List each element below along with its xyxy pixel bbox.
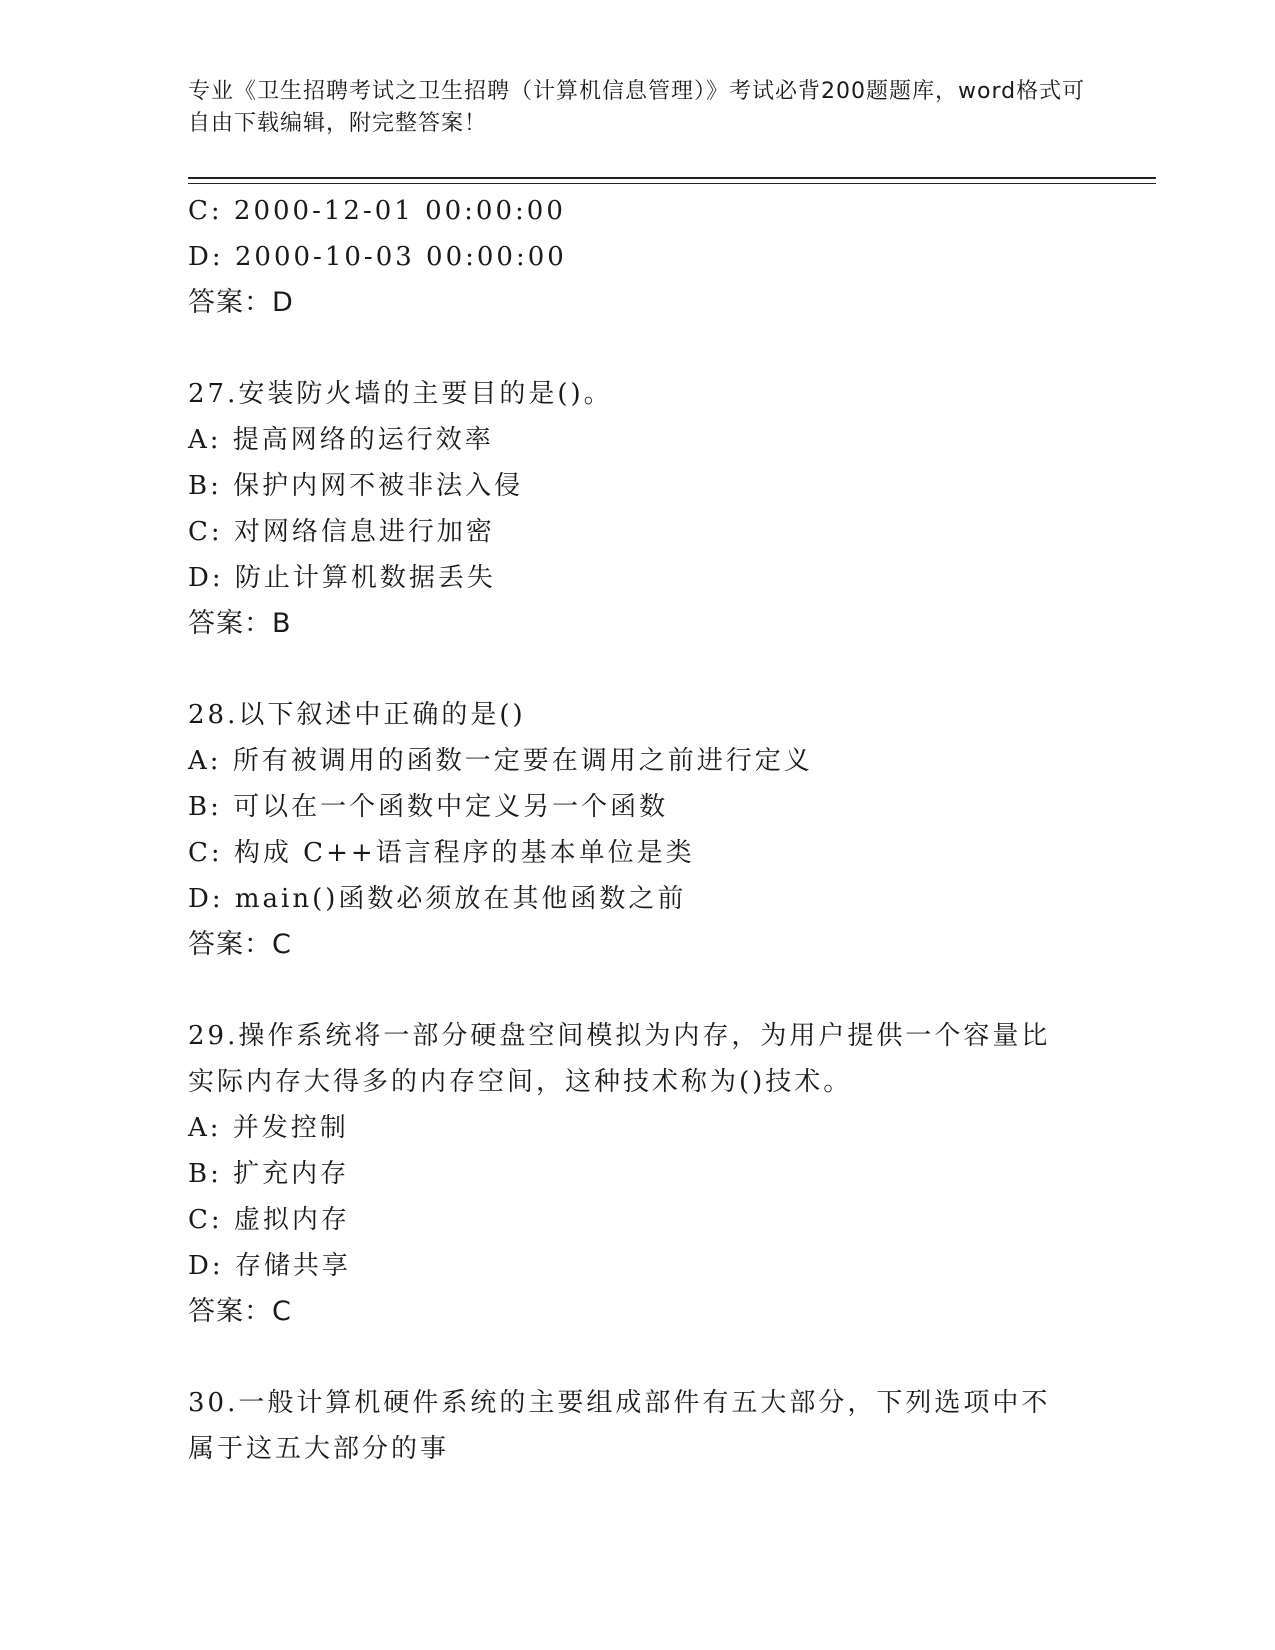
option-a: A: 提高网络的运行效率 <box>188 425 494 455</box>
document-body <box>188 188 1088 1472</box>
spacer <box>188 968 1088 1013</box>
answer-line: 答案：C <box>188 1296 292 1327</box>
option-c: C: 构成 C++语言程序的基本单位是类 <box>188 838 695 868</box>
option-c: C: 虚拟内存 <box>188 1205 350 1235</box>
question-29 <box>188 1013 1088 1335</box>
document-header: 专业《卫生招聘考试之卫生招聘（计算机信息管理）》考试必背200题题库，word格式可自由下载编辑，附完整答案！ <box>188 79 1086 136</box>
option-a: A: 所有被调用的函数一定要在调用之前进行定义 <box>188 746 813 776</box>
spacer <box>188 647 1088 692</box>
option-c: C: 2000-12-01 00:00:00 <box>188 196 566 226</box>
answer-line: 答案：D <box>188 287 294 318</box>
answer-line: 答案：C <box>188 929 292 960</box>
option-d: D: 存储共享 <box>188 1251 351 1281</box>
prev-question-tail <box>188 188 1088 326</box>
option-a: A: 并发控制 <box>188 1113 349 1143</box>
option-b: B: 可以在一个函数中定义另一个函数 <box>188 792 669 822</box>
option-d: D: 2000-10-03 00:00:00 <box>188 242 567 272</box>
option-d: D: main()函数必须放在其他函数之前 <box>188 884 687 914</box>
question-28 <box>188 692 1088 968</box>
option-d: D: 防止计算机数据丢失 <box>188 563 496 593</box>
question-text: 28.以下叙述中正确的是() <box>188 700 526 730</box>
question-text: 30.一般计算机硬件系统的主要组成部件有五大部分，下列选项中不属于这五大部分的事 <box>188 1388 1051 1464</box>
answer-line: 答案：B <box>188 608 292 639</box>
option-b: B: 保护内网不被非法入侵 <box>188 471 524 501</box>
spacer <box>188 326 1088 371</box>
header-rule-thick <box>188 177 1156 179</box>
question-30 <box>188 1380 1088 1472</box>
question-text: 29.操作系统将一部分硬盘空间模拟为内存，为用户提供一个容量比实际内存大得多的内存空间，这种技术称为()技术。 <box>188 1021 1051 1097</box>
question-text: 27.安装防火墙的主要目的是()。 <box>188 379 613 409</box>
spacer <box>188 1335 1088 1380</box>
question-27 <box>188 371 1088 647</box>
option-c: C: 对网络信息进行加密 <box>188 517 495 547</box>
option-b: B: 扩充内存 <box>188 1159 350 1189</box>
header-rule-thin <box>188 183 1156 184</box>
